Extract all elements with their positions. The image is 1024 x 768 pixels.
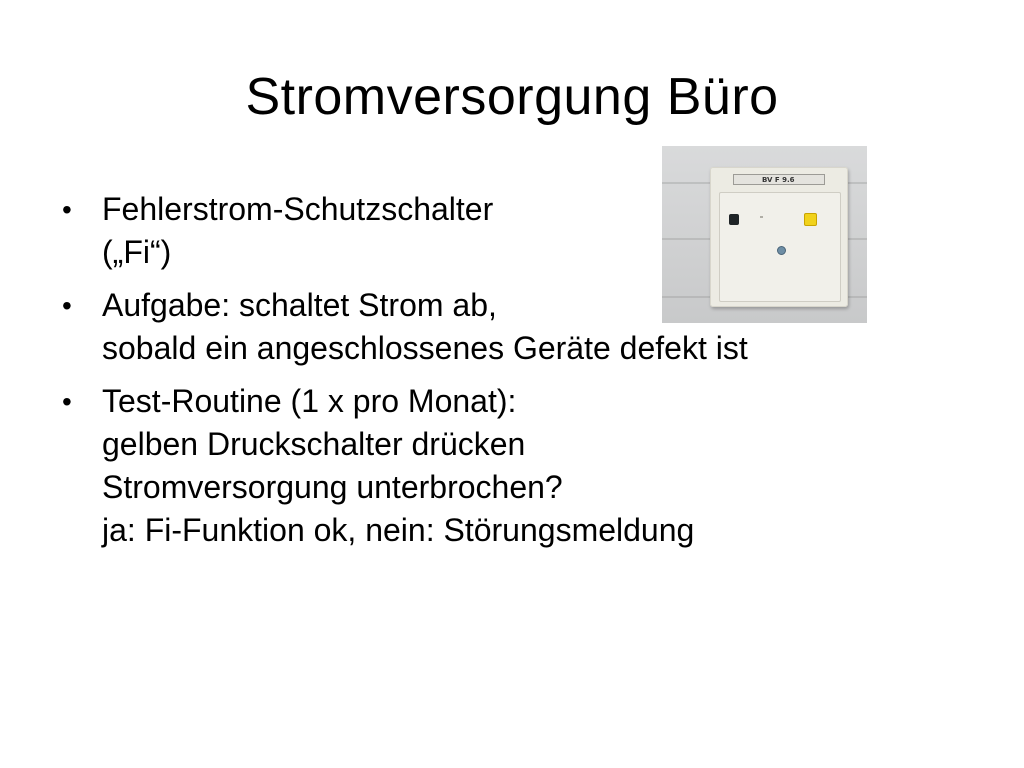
test-button-icon [804,213,817,226]
switch-frame [710,167,848,307]
bullet-line: sobald ein angeschlossenes Geräte defekt ist [102,330,748,366]
bullet-line: Test-Routine (1 x pro Monat): [102,383,517,419]
rcd-switch-photo [662,146,867,323]
bullet-item-test-routine [60,380,960,552]
switch-label-strip: BV F 9.6 [733,174,825,185]
bullet-line: gelben Druckschalter drücken [102,426,526,462]
bullet-icon: • [62,386,72,417]
switch-plate [719,192,841,302]
bullet-line: Stromversorgung unterbrochen? [102,469,563,505]
bullet-line: Aufgabe: schaltet Strom ab, [102,287,497,323]
bullet-line: ja: Fi-Funktion ok, nein: Störungsmeldung [102,512,695,548]
bullet-line: Fehlerstrom-Schutzschalter [102,191,494,227]
slide-title: Stromversorgung Büro [245,68,779,126]
bullet-icon: • [62,194,72,225]
bullet-line: („Fi“) [102,234,172,270]
reset-button-icon [729,214,739,225]
screw-icon [777,246,786,255]
plate-mark [760,216,763,218]
bullet-icon: • [62,290,72,321]
